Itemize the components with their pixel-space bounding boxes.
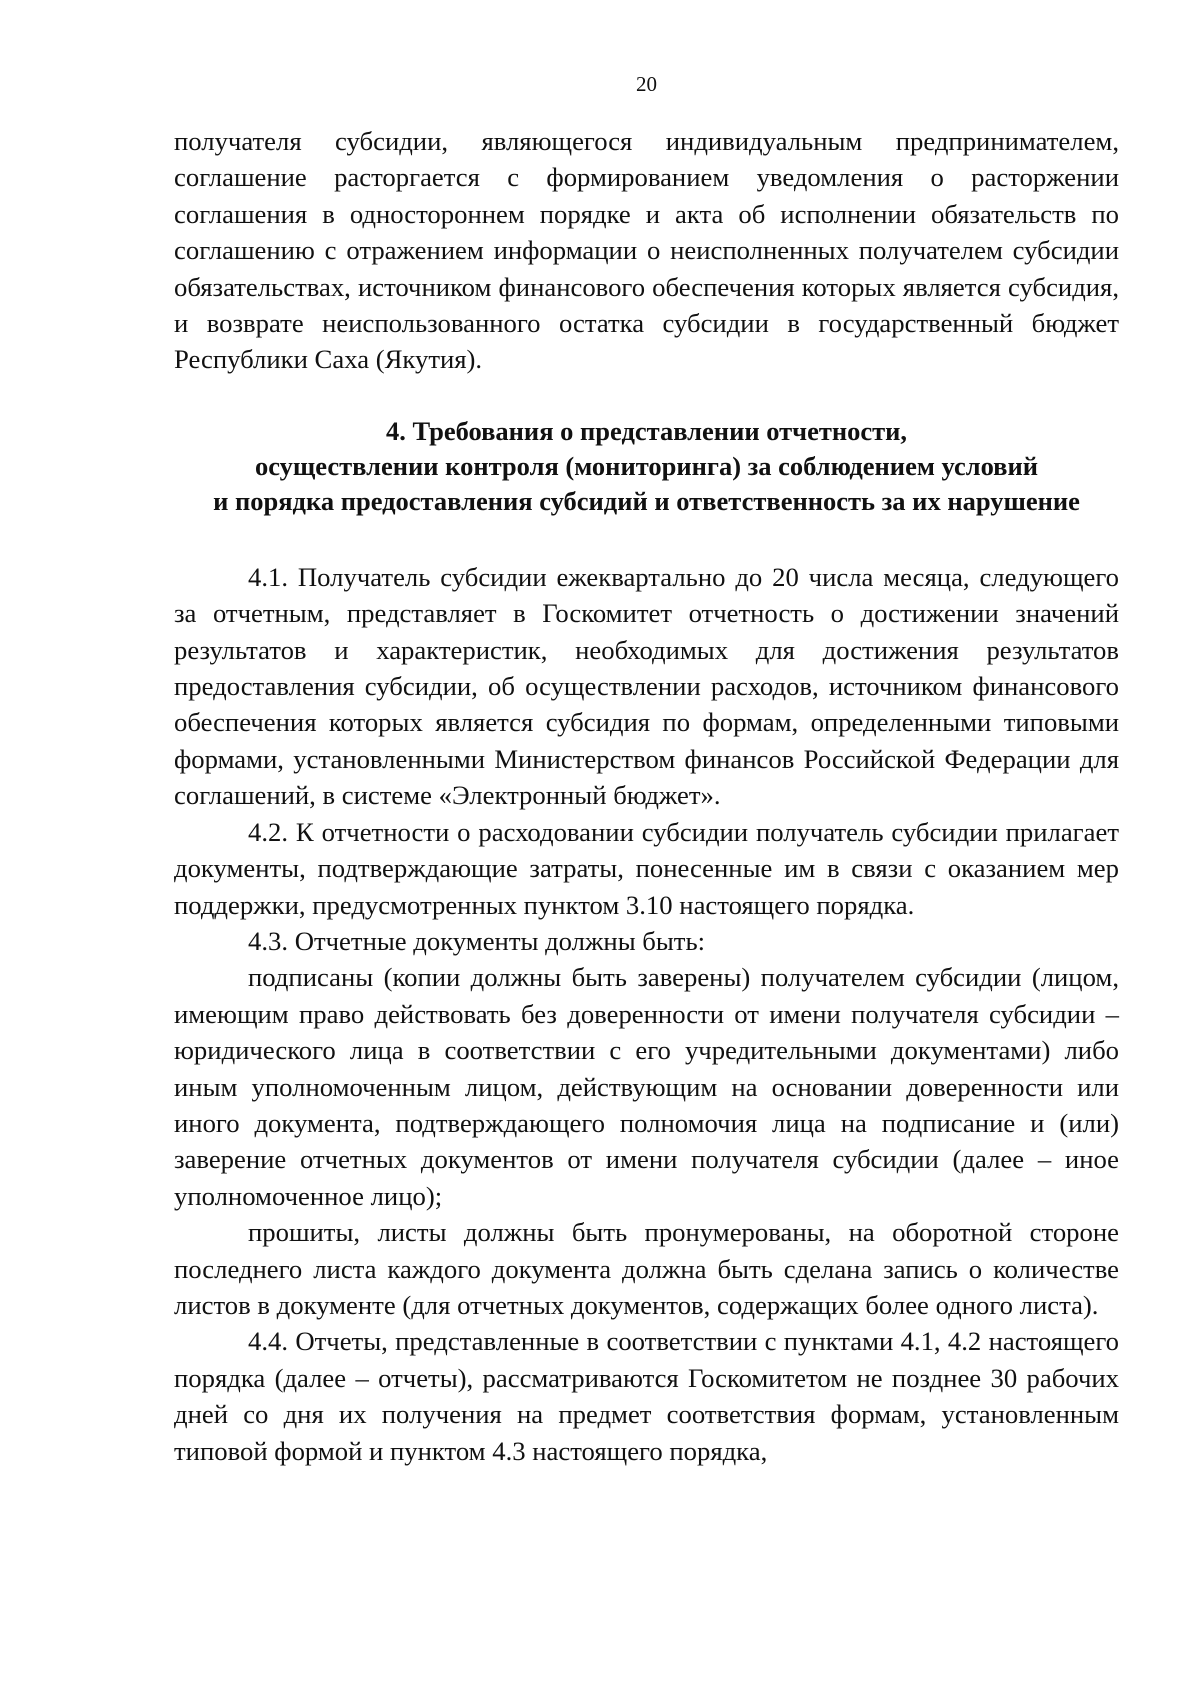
paragraph-4-1: 4.1. Получатель субсидии ежеквартально до 20 числа месяца, следующего за отчетным, представляет в Госкомитет отчетность о достижении значений результатов и характеристик, необходимых для достижения результатов предоставления субсидии, об осуществлении расходов, источником финансового обеспечения которых является субсидия по формам, определенными типовыми формами, установленными Министерством финансов Российской Федерации для соглашений, в системе «Электронный бюджет». <box>174 561 1119 811</box>
intro-paragraph: получателя субсидии, являющегося индивидуальным предпринимателем, соглашение расторгается с формированием уведомления о расторжении соглашения в одностороннем порядке и акта об исполнении обязательств по соглашению с отражением информации о неисполненных получателем субсидии обязательствах, источником финансового обеспечения которых является субсидия, и возврате неиспользованного остатка субсидии в государственный бюджет Республики Саха (Якутия). <box>174 126 1119 375</box>
paragraph-4-3: 4.3. Отчетные документы должны быть: <box>248 925 706 956</box>
page-number: 20 <box>636 72 657 96</box>
section-heading-line-1: 4. Требования о представлении отчетности, <box>385 415 908 446</box>
section-heading-line-3: и порядка предоставления субсидий и ответственность за их нарушение <box>213 485 1080 516</box>
paragraph-4-3-bound: прошиты, листы должны быть пронумерованы, на оборотной стороне последнего листа каждого документа должна быть сделана запись о количестве листов в документе (для отчетных документов, содержащих более одного листа). <box>174 1217 1119 1320</box>
paragraph-4-2: 4.2. К отчетности о расходовании субсидии получатель субсидии прилагает документы, подтверждающие затраты, понесенные им в связи с оказанием мер поддержки, предусмотренных пунктом 3.10 настоящего порядка. <box>174 816 1119 920</box>
section-heading <box>174 414 1119 519</box>
paragraph-4-4: 4.4. Отчеты, представленные в соответствии с пунктами 4.1, 4.2 настоящего порядка (далее – отчеты), рассматриваются Госкомитетом не позднее 30 рабочих дней со дня их получения на предмет соответствия формам, установленным типовой формой и пунктом 4.3 настоящего порядка, <box>174 1326 1119 1466</box>
paragraph-4-3-signed: подписаны (копии должны быть заверены) получателем субсидии (лицом, имеющим право действовать без доверенности от имени получателя субсидии – юридического лица в соответствии с его учредительными документами) либо иным уполномоченным лицом, действующим на основании доверенности или иного документа, подтверждающего полномочия лица на подписание и (или) заверение отчетных документов от имени получателя субсидии (далее – иное уполномоченное лицо); <box>174 962 1119 1211</box>
section-heading-line-2: осуществлении контроля (мониторинга) за соблюдением условий <box>254 450 1039 481</box>
